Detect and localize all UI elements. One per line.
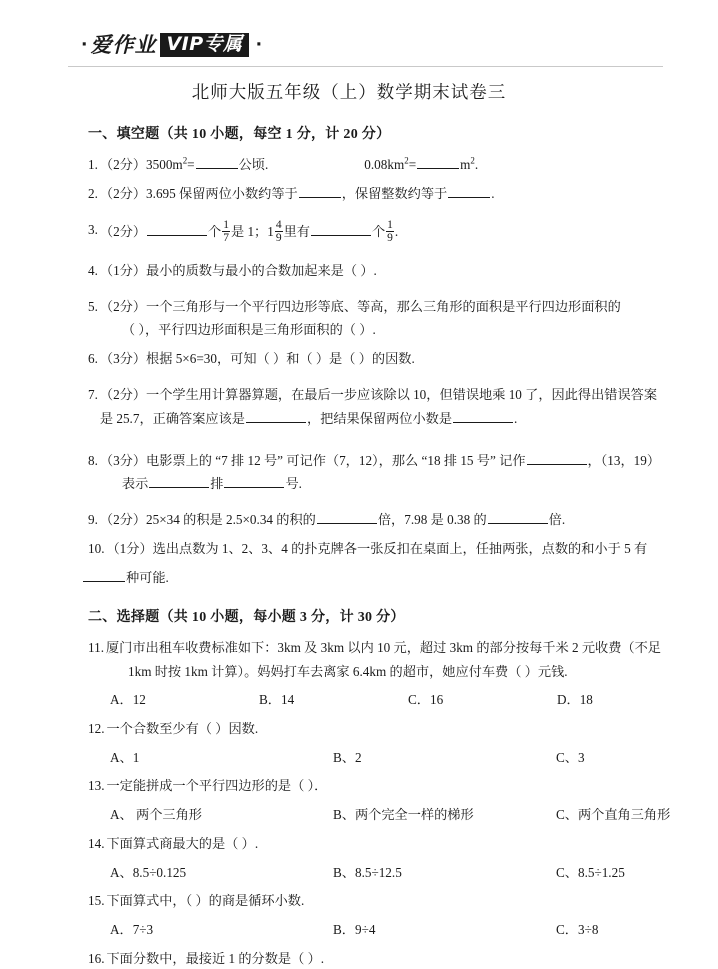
question-body xyxy=(100,297,696,341)
q1-b-unit-sup: 2 xyxy=(470,155,475,166)
page-title: 北师大版五年级（上）数学期末试卷三 xyxy=(191,82,507,102)
question-score: （1分） xyxy=(99,262,147,278)
question-body xyxy=(100,184,696,204)
logo-dot-left-icon: · xyxy=(81,34,88,55)
q8-t2a: 表示 xyxy=(121,476,149,492)
q8-t1a: 电影票上的 “7 排 12 号” 可记作（7，12），那么 “18 排 15 号” 记作 xyxy=(146,452,526,468)
fraction-numerator: 1 xyxy=(223,218,229,231)
question-11 xyxy=(88,638,696,682)
question-number: 9. xyxy=(88,512,98,528)
answer-blank[interactable] xyxy=(448,197,490,198)
question-number: 15. xyxy=(88,893,105,909)
question-body: 一个合数至少有（ ）因数. xyxy=(106,720,259,736)
question-body: 下面算式中，（ ）的商是循环小数. xyxy=(106,893,305,909)
q10-line1: 选出点数为 1、2、3、4 的扑克牌各一张反扣在桌面上，任抽两张，点数的和小于 5 有 xyxy=(152,540,648,556)
question-body xyxy=(100,155,696,175)
options-row-q15 xyxy=(88,920,696,940)
row-spacer xyxy=(88,438,696,451)
question-score: （3分） xyxy=(99,452,147,468)
question-9 xyxy=(88,510,696,530)
q7-t2c: . xyxy=(514,410,518,426)
question-13 xyxy=(88,776,696,796)
row-spacer xyxy=(88,290,696,297)
options-row-q11 xyxy=(88,690,696,710)
question-1 xyxy=(88,155,696,175)
question-body: 一定能拼成一个平行四边形的是（ ）． xyxy=(106,778,328,794)
header-logo-row xyxy=(0,0,718,56)
q1-b-sup: 2 xyxy=(404,155,409,166)
option-b[interactable]: B．9÷4 xyxy=(333,922,376,938)
fraction-one-ninth xyxy=(386,219,394,245)
answer-blank[interactable] xyxy=(527,464,587,465)
fraction-denominator: 7 xyxy=(223,232,229,244)
q6-text: 根据 5×6=30，可知（ ）和（ ）是（ ）的因数. xyxy=(146,351,415,367)
fraction-denominator: 9 xyxy=(387,232,393,244)
q3-t5: . xyxy=(394,223,399,239)
option-c[interactable]: C．3÷8 xyxy=(556,922,599,938)
answer-blank[interactable] xyxy=(299,197,341,198)
question-number: 11. xyxy=(88,640,104,656)
option-b[interactable]: B、两个完全一样的梯形 xyxy=(333,807,474,823)
answer-blank[interactable] xyxy=(149,487,209,488)
q5-line2: （ ），平行四边形面积是三角形面积的（ ）. xyxy=(121,322,376,338)
question-score: （2分） xyxy=(99,298,147,314)
q7-t2a: 是 25.7，正确答案应该是 xyxy=(99,410,245,426)
logo-dot-right-icon: · xyxy=(255,34,263,55)
question-number: 5. xyxy=(88,298,98,314)
options-row-q13 xyxy=(88,805,696,825)
question-body: 下面算式商最大的是（ ）. xyxy=(106,835,259,851)
q2-t3: . xyxy=(491,185,495,201)
fraction-numerator: 4 xyxy=(275,218,282,231)
q1-a-sup: 2 xyxy=(182,155,188,166)
options-row-q12 xyxy=(88,748,696,768)
option-a[interactable]: A．7÷3 xyxy=(110,922,154,938)
option-a[interactable]: A、8.5÷0.125 xyxy=(110,864,187,880)
question-body xyxy=(106,539,696,559)
option-b[interactable]: B．14 xyxy=(259,692,295,708)
logo-brand-text: 爱作业 xyxy=(90,32,157,57)
question-7 xyxy=(88,385,696,429)
q1-b-unit: m xyxy=(460,156,471,172)
question-3 xyxy=(88,220,696,246)
question-number: 7. xyxy=(88,387,98,403)
q1-b-end: . xyxy=(474,156,479,172)
question-score: （1分） xyxy=(106,540,153,556)
question-score: （2分） xyxy=(99,512,147,528)
q3-t2: 是 1；1 xyxy=(230,223,274,239)
question-2 xyxy=(88,184,696,204)
question-15 xyxy=(88,891,696,911)
option-b[interactable]: B、8.5÷12.5 xyxy=(333,864,402,880)
q3-t1: 个 xyxy=(208,223,222,239)
q3-t4: 个 xyxy=(371,223,386,239)
question-body xyxy=(100,385,696,429)
question-number: 3. xyxy=(88,221,98,237)
q9-t2: 倍，7.98 是 0.38 的 xyxy=(377,512,487,528)
question-body xyxy=(100,510,696,530)
question-body xyxy=(100,349,696,369)
question-14 xyxy=(88,834,696,854)
q2-t2: ，保留整数约等于 xyxy=(341,185,448,201)
question-body xyxy=(100,451,696,495)
answer-blank[interactable] xyxy=(83,581,125,582)
question-score: （2分） xyxy=(99,387,147,403)
option-a[interactable]: A、 两个三角形 xyxy=(110,807,202,823)
answer-blank[interactable] xyxy=(224,487,284,488)
exam-content xyxy=(0,104,718,969)
q5-line1: 一个三角形与一个平行四边形等底、等高，那么三角形的面积是平行四边形面积的 xyxy=(146,298,621,314)
answer-blank[interactable] xyxy=(147,235,207,236)
q1-a-unit: 公顷. xyxy=(238,156,269,172)
q8-t1b: ，（13，19） xyxy=(587,452,661,468)
q8-line2 xyxy=(100,474,696,494)
q1-a-pre: 3500m xyxy=(146,156,183,172)
question-number: 6. xyxy=(88,351,98,367)
q1-a-eq: = xyxy=(187,156,195,172)
q7-line1: 一个学生用计算器算题，在最后一步应该除以 10，但错误地乘 10 了，因此得出错误答案 xyxy=(146,387,658,403)
section-heading-fill-in: 一、填空题（共 10 小题，每空 1 分，计 20 分） xyxy=(88,127,391,142)
question-number: 12. xyxy=(88,720,105,736)
row-spacer xyxy=(88,503,696,510)
option-a[interactable]: A．12 xyxy=(110,692,146,708)
question-16 xyxy=(88,949,696,969)
q11-line2: 1km 时按 1km 计算）。妈妈打车去离家 6.4km 的超市，她应付车费（ ）元钱. xyxy=(128,663,568,679)
row-spacer xyxy=(88,378,696,385)
question-score: （2分） xyxy=(99,156,147,172)
q7-line2 xyxy=(100,409,696,429)
fraction-one-seventh xyxy=(222,219,230,245)
fraction-numerator: 1 xyxy=(387,218,393,231)
q7-t2b: ，把结果保留两位小数是 xyxy=(306,410,453,426)
question-8 xyxy=(88,451,696,495)
question-number: 1. xyxy=(88,156,98,172)
option-d[interactable]: D．18 xyxy=(557,692,593,708)
answer-blank[interactable] xyxy=(488,523,548,524)
option-c[interactable]: C、3 xyxy=(556,749,585,765)
answer-blank[interactable] xyxy=(453,422,513,423)
question-body xyxy=(100,220,696,246)
option-c[interactable]: C、8.5÷1.25 xyxy=(556,864,625,880)
q10-t2: 种可能. xyxy=(126,569,169,585)
q11-line1: 厦门市出租车收费标准如下：3km 及 3km 以内 10 元，超过 3km 的部分按每千米 2 元收费（不足 xyxy=(106,640,661,656)
question-number: 16. xyxy=(88,950,105,966)
logo-vip-badge: VIP专属 xyxy=(160,33,248,57)
answer-blank[interactable] xyxy=(417,168,459,169)
option-a[interactable]: A、1 xyxy=(110,749,140,765)
fraction-denominator: 9 xyxy=(275,232,282,244)
answer-blank[interactable] xyxy=(317,523,377,524)
fraction-four-ninths xyxy=(275,219,283,245)
question-12 xyxy=(88,719,696,739)
question-body xyxy=(106,638,696,682)
answer-blank[interactable] xyxy=(246,422,306,423)
option-c[interactable]: C、两个直角三角形 xyxy=(556,807,671,823)
q2-t1: 3.695 保留两位小数约等于 xyxy=(146,185,298,201)
q4-text: 最小的质数与最小的合数加起来是（ ）. xyxy=(146,262,377,278)
question-score: （3分） xyxy=(99,351,147,367)
answer-blank[interactable] xyxy=(196,168,238,169)
question-number: 8. xyxy=(88,452,98,468)
q1-b-eq: = xyxy=(408,156,417,172)
question-10 xyxy=(88,539,696,559)
option-c[interactable]: C．16 xyxy=(408,692,444,708)
answer-blank[interactable] xyxy=(311,235,371,236)
question-number: 13. xyxy=(88,778,105,794)
question-number: 2. xyxy=(88,185,98,201)
question-score: （2分） xyxy=(99,223,147,239)
question-number: 4. xyxy=(88,262,98,278)
question-number: 14. xyxy=(88,835,105,851)
q8-t2c: 号. xyxy=(285,476,302,492)
question-6 xyxy=(88,349,696,369)
section-heading-multiple-choice: 二、选择题（共 10 小题，每小题 3 分，计 30 分） xyxy=(88,610,405,626)
q9-t1: 25×34 的积是 2.5×0.34 的积的 xyxy=(146,512,316,528)
header-divider xyxy=(68,66,663,67)
row-spacer xyxy=(88,254,696,261)
q8-t2b: 排 xyxy=(210,476,224,492)
q1-b-pre: 0.08km xyxy=(364,156,405,172)
option-b[interactable]: B、2 xyxy=(333,749,362,765)
q3-t3: 里有 xyxy=(283,223,310,239)
brand-logo xyxy=(78,33,265,57)
question-score: （2分） xyxy=(99,185,147,201)
q9-t3: 倍. xyxy=(548,512,566,528)
question-5 xyxy=(88,297,696,341)
question-body xyxy=(100,261,696,281)
question-body: 下面分数中，最接近 1 的分数是（ ）. xyxy=(106,950,325,966)
q10-line2 xyxy=(82,568,696,588)
row-spacer xyxy=(88,588,696,601)
question-4 xyxy=(88,261,696,281)
question-number: 10. xyxy=(88,540,105,556)
